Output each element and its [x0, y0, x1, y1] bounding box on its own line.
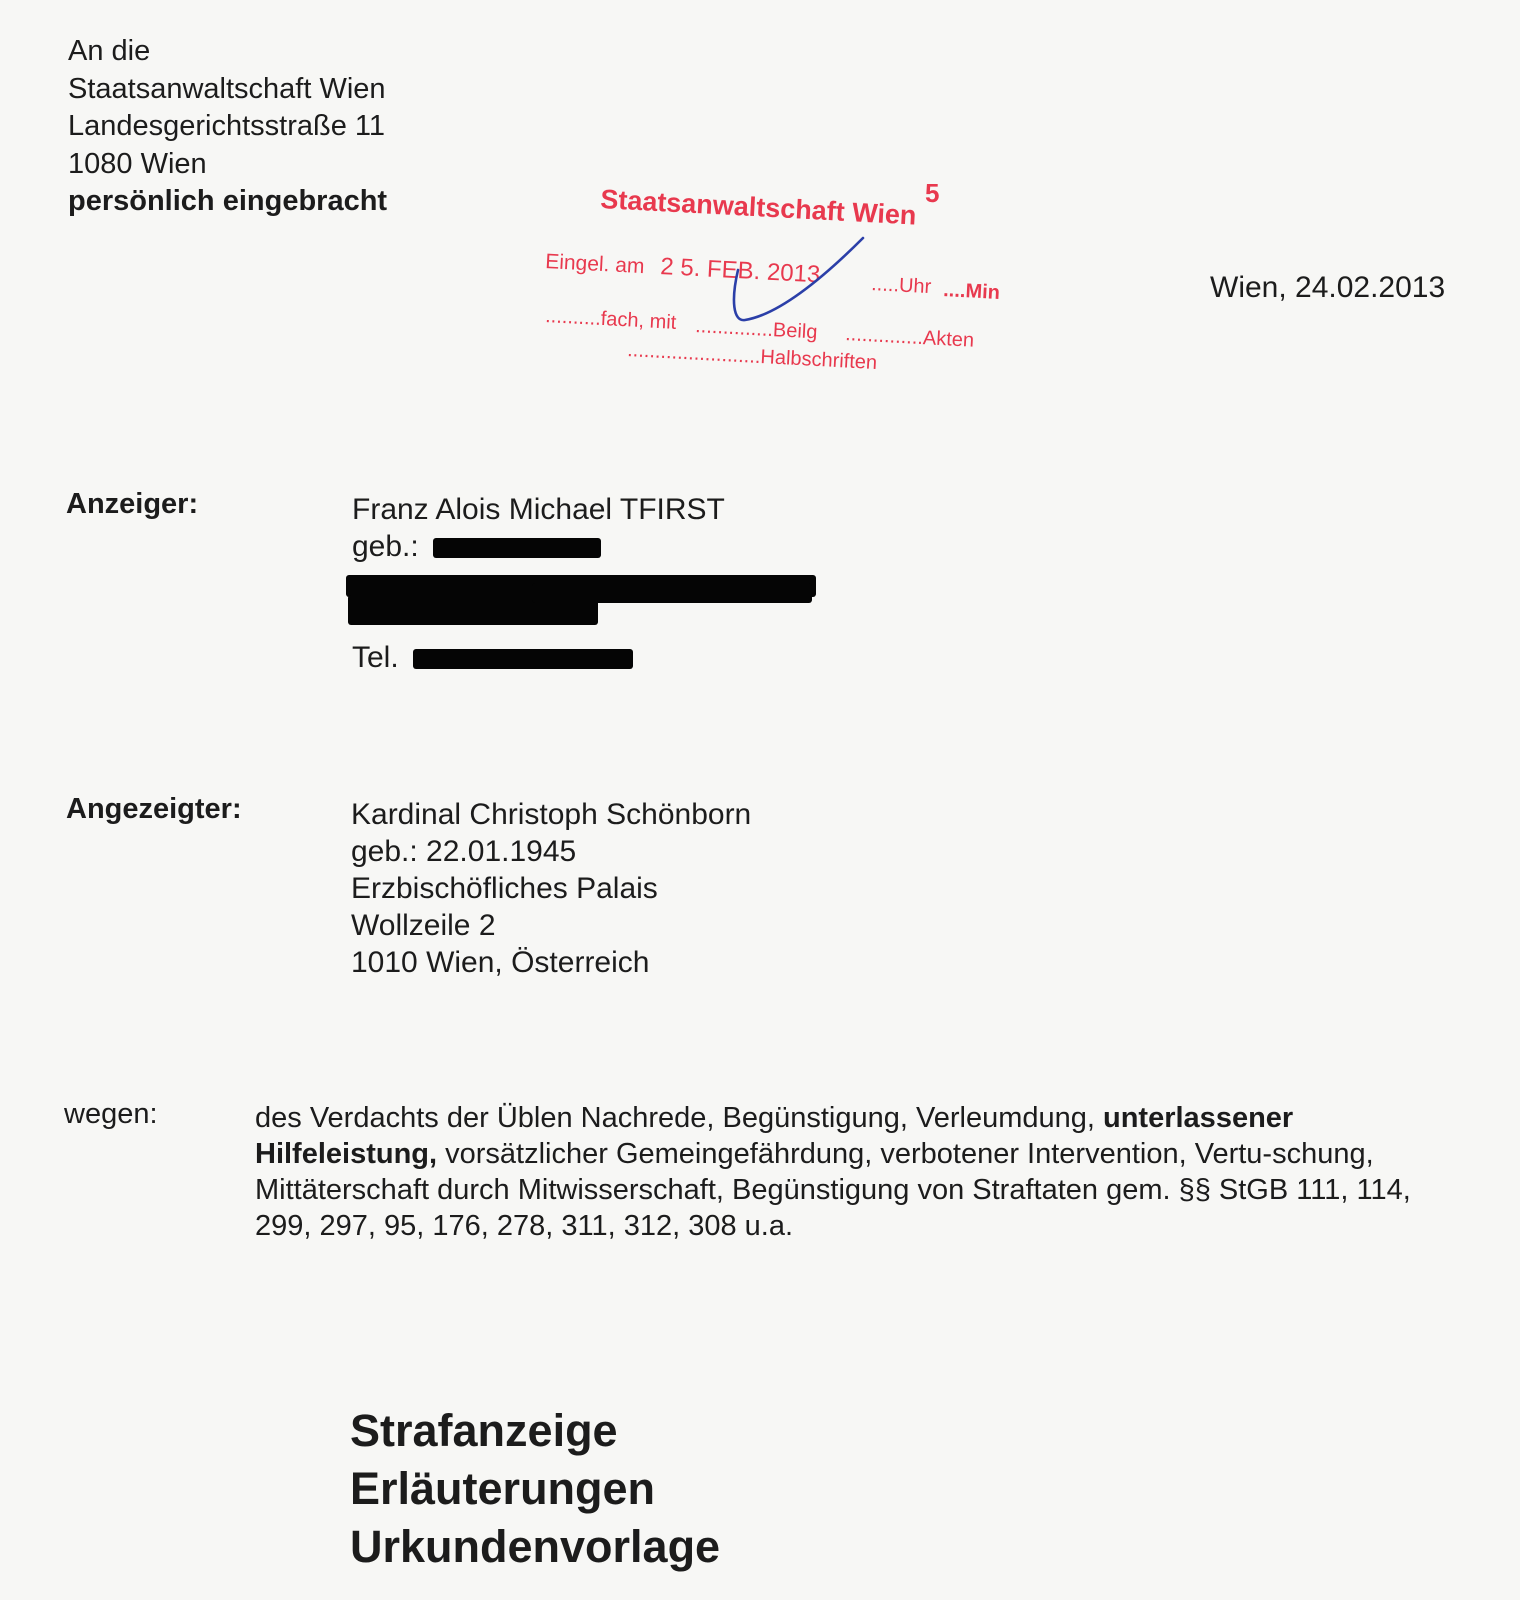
document-titles	[350, 1402, 720, 1576]
stamp-uhr: .....Uhr	[870, 273, 932, 299]
anzeiger-birth-label: geb.:	[352, 530, 419, 563]
stamp-min: ....Min	[942, 279, 1001, 304]
anzeiger-birth-row	[352, 528, 725, 565]
delivery-note: persönlich eingebracht	[68, 185, 388, 217]
charges-part-2: vorsätzlicher Gemeingefährdung, verbotener Intervention, Vertu-schung, Mittäterschaft durch Mitwisserschaft, Begünstigung von Straftaten gem. §§ StGB 111, 114, 299, 297, 95, 176, 278, 311, 312, 308 u.a.	[255, 1138, 1411, 1242]
stamp-received-label: Eingel. am	[545, 250, 646, 279]
charges-bold: unterlassener Hilfeleistung,	[255, 1102, 1294, 1170]
stamp-halbschriften: ........................Halbschriften	[626, 339, 878, 375]
angezeigter-label: Angezeigter:	[66, 793, 242, 825]
angezeigter-birth: geb.: 22.01.1945	[351, 835, 577, 868]
anzeiger-details	[352, 491, 725, 676]
anzeiger-name: Franz Alois Michael TFIRST	[352, 493, 725, 526]
stamp-received-date: 2 5. FEB. 2013	[659, 253, 821, 289]
stamp-number: 5	[925, 178, 940, 208]
title-urkundenvorlage: Urkundenvorlage	[350, 1521, 721, 1572]
anzeiger-address-redacted	[352, 565, 725, 639]
redaction-bar	[413, 649, 633, 669]
recipient-line-1: An die	[68, 35, 151, 67]
anzeiger-phone-label: Tel.	[352, 641, 399, 674]
stamp-beilg: ..............Beilg	[694, 315, 818, 344]
recipient-address	[68, 33, 387, 221]
angezeigter-details	[351, 796, 751, 981]
angezeigter-name: Kardinal Christoph Schönborn	[351, 798, 752, 831]
redaction-bar	[532, 583, 812, 603]
title-strafanzeige: Strafanzeige	[350, 1405, 618, 1456]
letter-date: Wien, 24.02.2013	[1210, 271, 1446, 304]
stamp-akten: ..............Akten	[844, 323, 975, 352]
angezeigter-address-2: Wollzeile 2	[351, 909, 496, 942]
angezeigter-address-1: Erzbischöfliches Palais	[351, 872, 658, 905]
title-erlaeuterungen: Erläuterungen	[350, 1463, 656, 1514]
wegen-label: wegen:	[64, 1098, 158, 1130]
recipient-line-4: 1080 Wien	[68, 147, 207, 180]
stamp-fach: ..........fach, mit	[545, 305, 677, 334]
recipient-line-3: Landesgerichtsstraße 11	[68, 110, 386, 142]
angezeigter-address-3: 1010 Wien, Österreich	[351, 946, 650, 979]
recipient-line-2: Staatsanwaltschaft Wien	[68, 72, 386, 105]
charges-part-1: des Verdachts der Üblen Nachrede, Begünstigung, Verleumdung,	[255, 1102, 1103, 1134]
anzeiger-label: Anzeiger:	[66, 488, 199, 520]
anzeiger-phone-row	[352, 639, 725, 676]
redaction-bar	[433, 538, 601, 558]
received-stamp	[545, 170, 1045, 400]
stamp-title: Staatsanwaltschaft Wien	[599, 184, 918, 231]
charges-text	[255, 1100, 1450, 1244]
